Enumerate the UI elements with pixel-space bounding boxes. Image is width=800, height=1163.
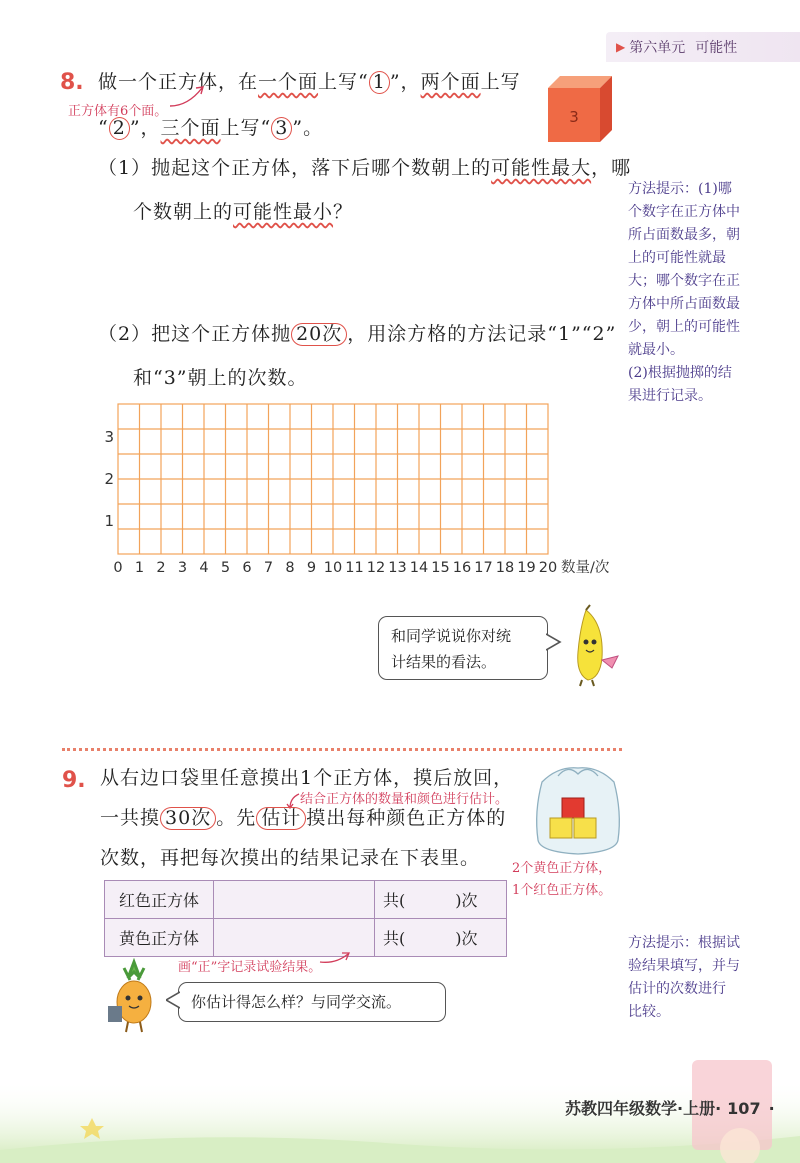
x-label-14: 14 <box>409 560 429 576</box>
speech-bubble-q9: 你估计得怎么样？与同学交流。 <box>178 982 446 1022</box>
method-hint-q9: 方法提示：根据试 验结果填写，并与 估计的次数进行 比较。 <box>628 935 740 1020</box>
page-number: 107 <box>727 1099 761 1118</box>
note-arrow-icon-3 <box>318 950 352 970</box>
record-table <box>104 880 507 957</box>
y-label-3: 3 <box>104 428 114 446</box>
x-label-16: 16 <box>452 560 472 576</box>
cube-faces-note: 正方体有6个面。 <box>68 104 168 119</box>
speech-bubble-q8: 和同学说说你对统 计结果的看法。 <box>378 616 548 680</box>
x-label-3: 3 <box>177 560 188 576</box>
unit-label: 第六单元 <box>629 40 686 56</box>
question-9-line3: 次数，再把每次摸出的结果记录在下表里。 <box>100 847 481 869</box>
page-footer: 苏教四年级数学·上册· 107 · <box>565 1099 775 1118</box>
estimate-note: 结合正方体的数量和颜色进行估计。 <box>300 792 509 807</box>
bubble-tail-2 <box>166 990 180 1010</box>
tally-grid[interactable] <box>100 398 630 583</box>
unit-header-tag <box>606 32 800 62</box>
question-8-part2-line2: 和“3”朝上的次数。 <box>133 367 308 389</box>
table-row <box>105 881 507 919</box>
question-8-number: 8. <box>60 70 84 95</box>
section-divider <box>62 748 622 751</box>
x-label-20: 20 <box>538 560 558 576</box>
question-8-part2-line1: （2）把这个正方体抛 20次 ，用涂方格的方法记录“1”“2” <box>98 323 617 345</box>
method-hint-q8: 方法提示：(1)哪 个数字在正方体中 所占面数最多，朝 上的可能性就最 大；哪个数字在正 方体中所占面数最 少，朝上的可能性 就最小。 (2)根据抛掷的结 果进行记录。 <box>628 181 740 404</box>
y-label-1: 1 <box>104 512 114 530</box>
banana-character-icon <box>560 604 622 688</box>
y-label-2: 2 <box>104 470 114 488</box>
x-label-0: 0 <box>113 560 123 576</box>
triangle-icon: ▶ <box>616 40 626 54</box>
x-label-4: 4 <box>199 560 209 576</box>
x-label-1: 1 <box>134 560 145 576</box>
x-label-10: 10 <box>323 560 343 576</box>
note-arrow-icon <box>168 84 208 110</box>
x-label-19: 19 <box>517 560 536 576</box>
topic-label: 可能性 <box>695 40 738 56</box>
question-8-part1-line2: 个数朝上的可能性最小？ <box>133 201 354 223</box>
question-8-line2: “ 2 ”，三个面上写“ 3 ”。 <box>98 117 324 139</box>
row-label-yellow: 黄色正方体 <box>105 919 214 957</box>
cube-illustration <box>544 72 616 144</box>
x-label-9: 9 <box>306 560 317 576</box>
total-cell-yellow[interactable]: 共( )次 <box>375 919 507 957</box>
bag-contents-note: 2个黄色正方体， 1个红色正方体。 <box>512 861 612 898</box>
tally-method-note: 画“正”字记录试验结果。 <box>178 960 322 975</box>
pineapple-character-icon <box>104 958 164 1038</box>
total-cell-red[interactable]: 共( )次 <box>375 881 507 919</box>
row-label-red: 红色正方体 <box>105 881 214 919</box>
x-label-11: 11 <box>345 560 364 576</box>
x-label-2: 2 <box>156 560 166 576</box>
x-label-8: 8 <box>285 560 295 576</box>
table-row <box>105 919 507 957</box>
cube-face-number: 3 <box>569 108 579 126</box>
bag-illustration <box>528 762 628 858</box>
question-9-line2: 一共摸 30次 。先 估计 摸出每种颜色正方体的 <box>100 807 507 829</box>
question-8-part1-line1: （1）抛起这个正方体，落下后哪个数朝上的可能性最大，哪 <box>98 157 632 179</box>
x-label-12: 12 <box>366 560 386 576</box>
question-9-number: 9. <box>62 768 86 793</box>
x-label-5: 5 <box>220 560 231 576</box>
x-label-13: 13 <box>388 560 407 576</box>
question-8-line1: 做一个正方体，在一个面上写“ 1 ”，两个面上写 <box>98 71 521 93</box>
x-label-6: 6 <box>242 560 252 576</box>
x-label-17: 17 <box>474 560 493 576</box>
x-label-15: 15 <box>431 560 450 576</box>
question-9-line1: 从右边口袋里任意摸出1个正方体，摸后放回， <box>100 767 514 789</box>
x-axis-unit: 数量/次 <box>561 560 610 576</box>
x-label-7: 7 <box>263 560 274 576</box>
x-label-18: 18 <box>495 560 515 576</box>
tally-cell-red[interactable] <box>214 881 375 919</box>
